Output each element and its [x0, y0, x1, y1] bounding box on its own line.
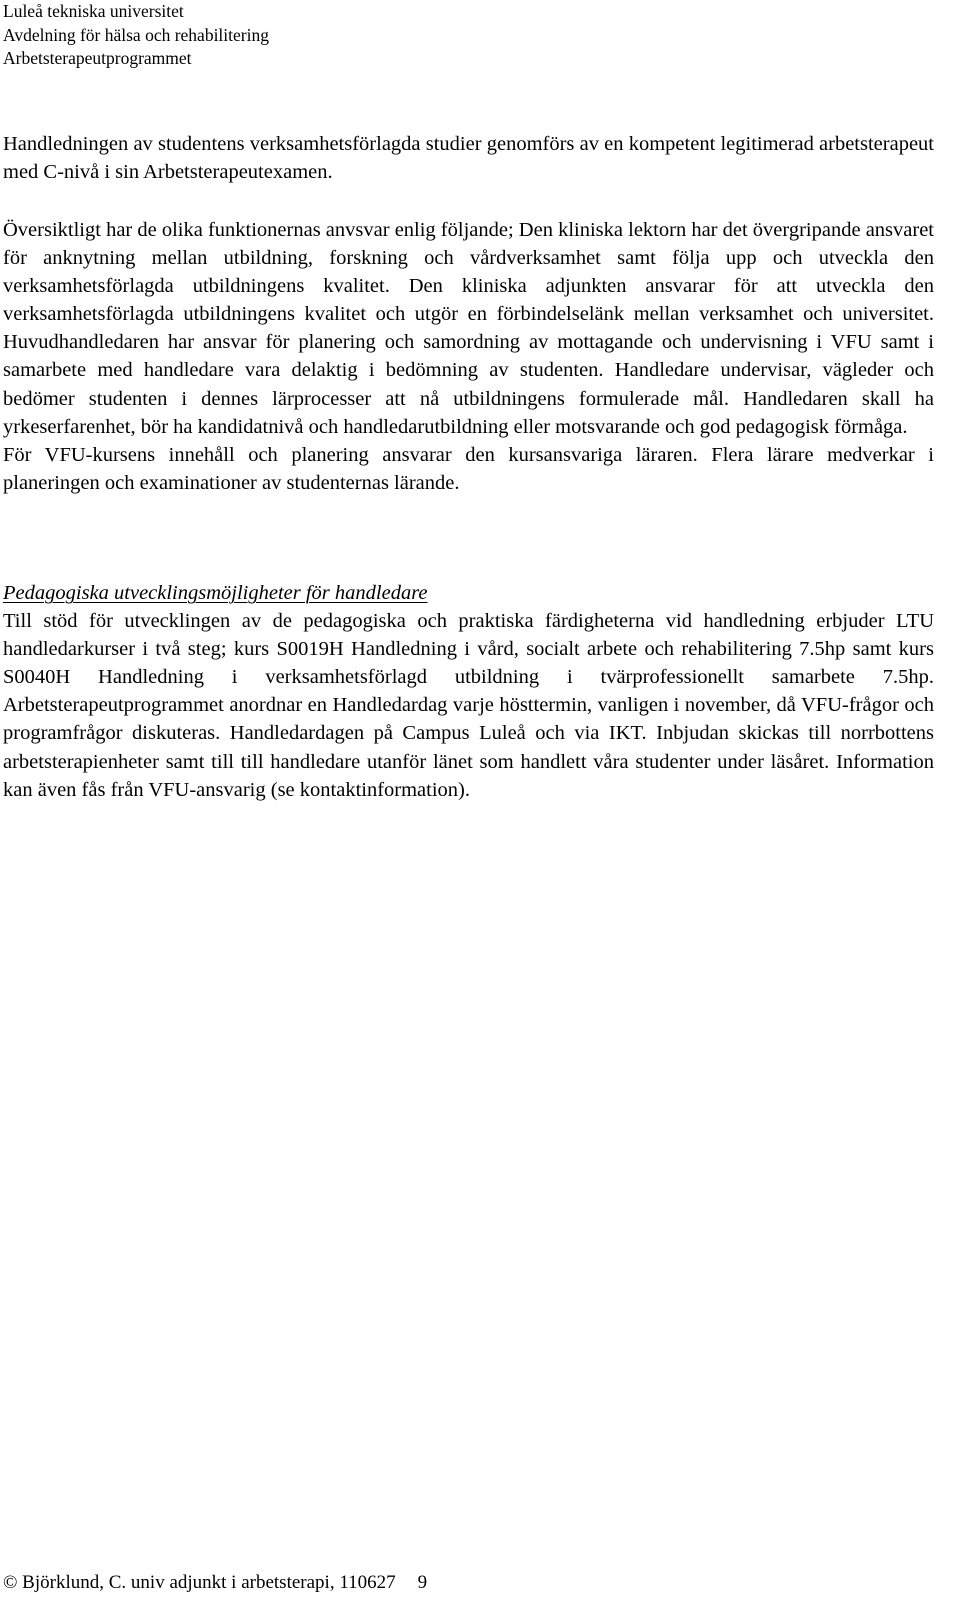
- page-footer: [3, 1570, 427, 1596]
- header-program: Arbetsterapeutprogrammet: [3, 48, 192, 68]
- document-header: [3, 0, 269, 71]
- paragraph-development: Till stöd för utvecklingen av de pedagogiska och praktiska färdigheterna vid handledning erbjuder LTU handledarkurser i två steg; kurs S0019H Handledning i vård, socialt arbete och rehabilitering 7.5hp samt kurs S0040H Handledning i verksamhetsförlagd utbildning i tvärprofessionellt samarbete 7.5hp. Arbetsterapeutprogrammet anordnar en Handledardag varje hösttermin, vanligen i november, då VFU-frågor och programfrågor diskuteras. Handledardagen på Campus Luleå och via IKT. Inbjudan skickas till norrbottens arbetsterapienheter samt till till handledare utanför länet som handlett våra studenter under läsåret. Information kan även fås från VFU-ansvarig (se kontaktinformation).: [3, 610, 934, 801]
- paragraph-course-responsibility: För VFU-kursens innehåll och planering ansvarar den kursansvariga läraren. Flera lärare medverkar i planeringen och examinationer av studenternas lärande.: [3, 443, 934, 494]
- development-section: [3, 579, 934, 804]
- page-number: 9: [417, 1572, 428, 1593]
- intro-section: [3, 130, 934, 186]
- responsibilities-section: [3, 216, 934, 497]
- header-university: Luleå tekniska universitet: [3, 1, 184, 21]
- footer-copyright: © Björklund, C. univ adjunkt i arbetsterapi, 110627: [3, 1572, 396, 1593]
- paragraph-roles: Översiktligt har de olika funktionernas anvsvar enlig följande; Den kliniska lektorn har det övergripande ansvaret för anknytning mellan utbildning, forskning och vårdverksamhet samt följa upp och utveckla den verksamhetsförlagda utbildningens kvalitet. Den kliniska adjunkten ansvarar för att utveckla den verksamhetsförlagda utbildningens kvalitet och utgör en förbindelselänk mellan verksamhet och universitet. Huvudhandledaren har ansvar för planering och samordning av mottagande och undervisning i VFU samt i samarbete med handledare vara delaktig i bedömning av studenten. Handledare undervisar, vägleder och bedömer studenten i dennes lärprocesser att nå utbildningens formulerade mål. Handledaren skall ha yrkeserfarenhet, bör ha kandidatnivå och handledarutbildning eller motsvarande och god pedagogisk förmåga.: [3, 219, 934, 438]
- section-heading: Pedagogiska utvecklingsmöjligheter för handledare: [3, 582, 428, 604]
- header-department: Avdelning för hälsa och rehabilitering: [3, 24, 269, 45]
- paragraph-supervision: Handledningen av studentens verksamhetsförlagda studier genomförs av en kompetent legitimerad arbetsterapeut med C-nivå i sin Arbetsterapeutexamen.: [3, 133, 934, 184]
